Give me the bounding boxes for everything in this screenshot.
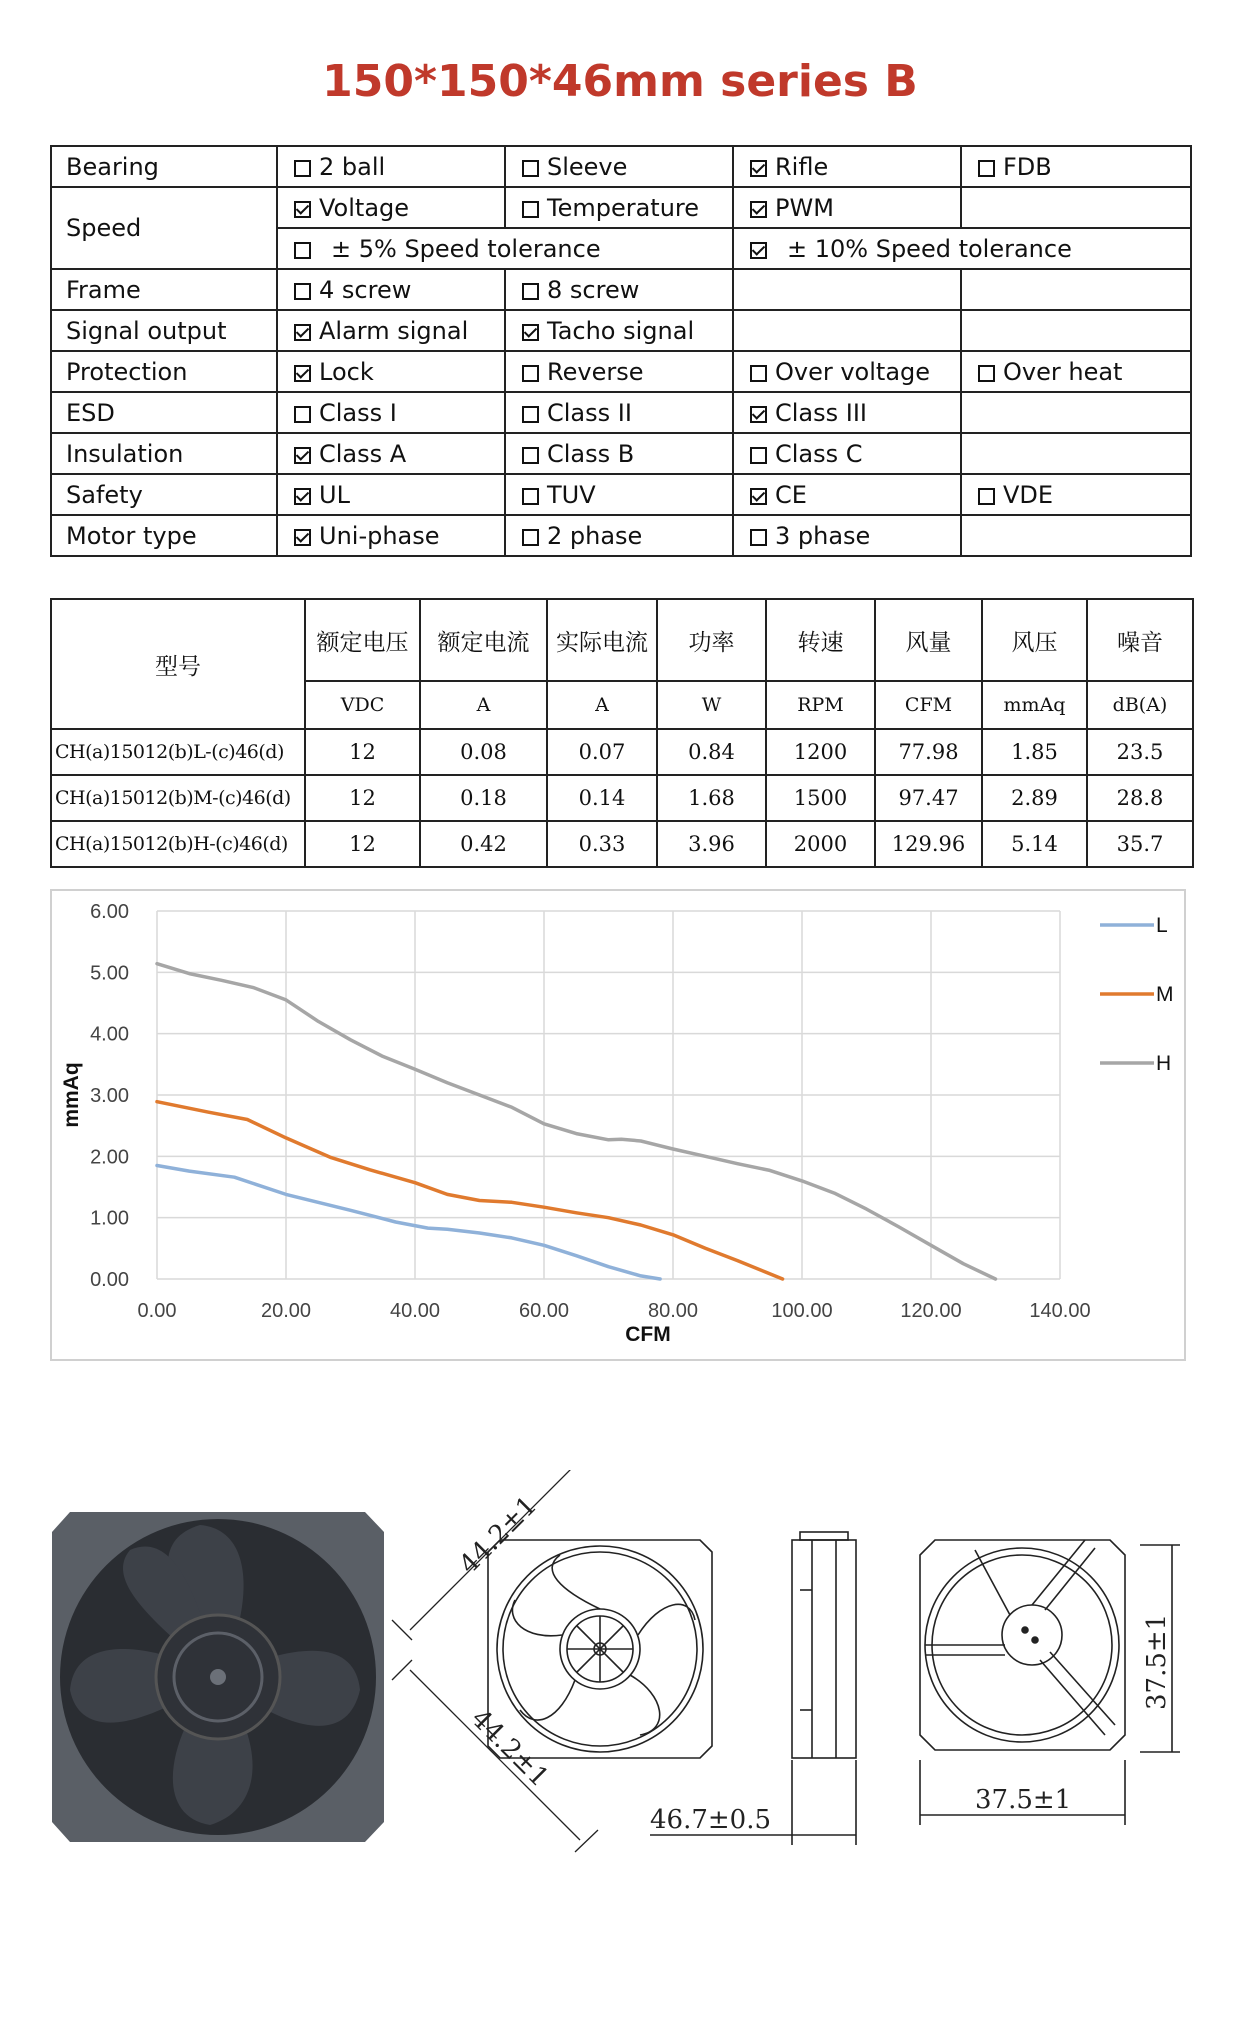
- checkbox-unchecked[interactable]: [978, 488, 995, 505]
- spec-header: 噪音: [1087, 599, 1193, 681]
- option-cell: [961, 392, 1191, 433]
- spec-unit: A: [547, 681, 657, 729]
- option-text: Voltage: [319, 193, 410, 222]
- spec-value: 12: [305, 821, 420, 867]
- checkbox-unchecked[interactable]: [522, 160, 539, 177]
- spec-unit: mmAq: [982, 681, 1087, 729]
- option-text: Alarm signal: [319, 316, 469, 345]
- option-cell: [733, 351, 961, 392]
- option-text: FDB: [1003, 152, 1052, 181]
- option-text: UL: [319, 480, 350, 509]
- option-label: Insulation: [51, 433, 277, 474]
- checkbox-checked[interactable]: [750, 488, 767, 505]
- option-cell: [733, 515, 961, 556]
- spec-value: 1.85: [982, 729, 1087, 775]
- spec-unit: dB(A): [1087, 681, 1193, 729]
- option-cell: [505, 351, 733, 392]
- spec-value: 0.07: [547, 729, 657, 775]
- options-row: [51, 474, 1191, 515]
- y-tick-label: 0.00: [90, 1269, 129, 1291]
- option-cell: [277, 515, 505, 556]
- checkbox-checked[interactable]: [750, 160, 767, 177]
- x-axis-label: CFM: [625, 1323, 671, 1346]
- page-title: 150*150*46mm series B: [322, 56, 918, 107]
- option-text: 8 screw: [547, 275, 640, 304]
- option-cell: [733, 474, 961, 515]
- spec-value: 1.68: [657, 775, 766, 821]
- legend-label-M: M: [1156, 983, 1174, 1006]
- depth-label: 46.7±0.5: [650, 1805, 772, 1835]
- option-cell: [733, 146, 961, 187]
- model-cell: CH(a)15012(b)M-(c)46(d): [51, 775, 305, 821]
- option-text: ± 5% Speed tolerance: [331, 234, 601, 263]
- spec-header: 实际电流: [547, 599, 657, 681]
- legend-label-L: L: [1156, 914, 1168, 937]
- spec-value: 28.8: [1087, 775, 1193, 821]
- diag-bottom-label: 44.2±1: [465, 1703, 555, 1793]
- fan-drawings: [0, 1470, 1240, 1890]
- option-label: Protection: [51, 351, 277, 392]
- diag-top-label: 44.2±1: [453, 1490, 543, 1580]
- checkbox-unchecked[interactable]: [522, 529, 539, 546]
- spec-unit: A: [420, 681, 547, 729]
- options-table: [50, 145, 1192, 557]
- spec-header: 风量: [875, 599, 982, 681]
- option-cell: [277, 187, 505, 228]
- checkbox-unchecked[interactable]: [978, 160, 995, 177]
- option-cell: [961, 433, 1191, 474]
- spec-unit: W: [657, 681, 766, 729]
- checkbox-checked[interactable]: [522, 324, 539, 341]
- checkbox-unchecked[interactable]: [294, 283, 311, 300]
- option-text: 4 screw: [319, 275, 412, 304]
- option-cell: [505, 310, 733, 351]
- x-tick-label: 0.00: [137, 1300, 177, 1322]
- option-cell: [277, 310, 505, 351]
- checkbox-unchecked[interactable]: [294, 406, 311, 423]
- option-text: Class II: [547, 398, 632, 427]
- fan-render: [47, 1510, 387, 1845]
- option-cell: [733, 433, 961, 474]
- option-cell: [277, 351, 505, 392]
- option-cell: [961, 310, 1191, 351]
- option-cell: [277, 269, 505, 310]
- options-row: [51, 269, 1191, 310]
- checkbox-checked[interactable]: [750, 201, 767, 218]
- option-text: Lock: [319, 357, 374, 386]
- spec-value: 97.47: [875, 775, 982, 821]
- option-cell: [505, 146, 733, 187]
- spec-value: 77.98: [875, 729, 982, 775]
- checkbox-unchecked[interactable]: [522, 283, 539, 300]
- spec-header: 额定电压: [305, 599, 420, 681]
- option-label: Motor type: [51, 515, 277, 556]
- spec-unit: CFM: [875, 681, 982, 729]
- option-text: Reverse: [547, 357, 644, 386]
- x-tick-label: 120.00: [900, 1300, 962, 1322]
- option-cell: [961, 187, 1191, 228]
- checkbox-unchecked[interactable]: [750, 365, 767, 382]
- spec-value: 23.5: [1087, 729, 1193, 775]
- checkbox-unchecked[interactable]: [522, 488, 539, 505]
- option-cell: [505, 187, 733, 228]
- y-tick-label: 4.00: [90, 1023, 129, 1046]
- spec-value: 0.14: [547, 775, 657, 821]
- spec-header: 转速: [766, 599, 875, 681]
- checkbox-unchecked[interactable]: [294, 242, 311, 259]
- y-tick-label: 6.00: [90, 901, 129, 923]
- series-line-M: [157, 1102, 783, 1279]
- option-text: ± 10% Speed tolerance: [787, 234, 1072, 263]
- option-text: Temperature: [547, 193, 700, 222]
- y-tick-label: 2.00: [90, 1146, 129, 1169]
- height-label: 37.5±1: [1142, 1613, 1172, 1710]
- option-text: VDE: [1003, 480, 1054, 509]
- spec-value: 2000: [766, 821, 875, 867]
- option-cell: [505, 433, 733, 474]
- spec-unit: RPM: [766, 681, 875, 729]
- x-tick-label: 140.00: [1029, 1300, 1091, 1322]
- option-label: Bearing: [51, 146, 277, 187]
- option-text: Class A: [319, 439, 407, 468]
- option-label: Speed: [51, 187, 277, 269]
- model-cell: CH(a)15012(b)H-(c)46(d): [51, 821, 305, 867]
- spec-value: 5.14: [982, 821, 1087, 867]
- option-text: Tacho signal: [547, 316, 695, 345]
- spec-value: 2.89: [982, 775, 1087, 821]
- checkbox-unchecked[interactable]: [750, 447, 767, 464]
- option-label: Safety: [51, 474, 277, 515]
- options-row: [51, 351, 1191, 392]
- spec-value: 1500: [766, 775, 875, 821]
- spec-unit: VDC: [305, 681, 420, 729]
- option-cell: [733, 228, 1191, 269]
- checkbox-unchecked[interactable]: [978, 365, 995, 382]
- front-line-drawing: [488, 1540, 712, 1758]
- option-cell: [505, 392, 733, 433]
- y-tick-label: 1.00: [90, 1207, 129, 1230]
- options-row: [51, 433, 1191, 474]
- spec-value: 129.96: [875, 821, 982, 867]
- option-label: ESD: [51, 392, 277, 433]
- checkbox-unchecked[interactable]: [522, 406, 539, 423]
- option-cell: [733, 269, 961, 310]
- option-text: Uni-phase: [319, 521, 440, 550]
- option-cell: [277, 392, 505, 433]
- spec-value: 0.42: [420, 821, 547, 867]
- spec-header: 额定电流: [420, 599, 547, 681]
- options-row: [51, 146, 1191, 187]
- option-cell: [961, 474, 1191, 515]
- option-cell: [505, 269, 733, 310]
- option-text: Class B: [547, 439, 635, 468]
- spec-value: 0.18: [420, 775, 547, 821]
- spec-header: 功率: [657, 599, 766, 681]
- model-header: 型号: [51, 599, 305, 729]
- y-tick-label: 3.00: [90, 1085, 129, 1107]
- option-cell: [961, 351, 1191, 392]
- option-cell: [961, 515, 1191, 556]
- option-text: 2 phase: [547, 521, 643, 550]
- spec-value: 0.84: [657, 729, 766, 775]
- option-text: Class C: [775, 439, 863, 468]
- option-text: Over voltage: [775, 357, 931, 386]
- option-text: Rifle: [775, 152, 829, 181]
- series-line-H: [157, 964, 996, 1279]
- table-row: [51, 729, 1193, 775]
- checkbox-unchecked[interactable]: [522, 201, 539, 218]
- option-cell: [961, 269, 1191, 310]
- checkbox-checked[interactable]: [294, 529, 311, 546]
- checkbox-checked[interactable]: [294, 365, 311, 382]
- options-row: [51, 515, 1191, 556]
- y-tick-label: 5.00: [90, 962, 129, 985]
- spec-value: 12: [305, 775, 420, 821]
- checkbox-unchecked[interactable]: [750, 529, 767, 546]
- option-cell: [277, 228, 733, 269]
- spec-value: 0.08: [420, 729, 547, 775]
- checkbox-checked[interactable]: [294, 488, 311, 505]
- option-cell: [961, 146, 1191, 187]
- checkbox-checked[interactable]: [294, 447, 311, 464]
- option-text: TUV: [547, 480, 596, 509]
- option-cell: [277, 474, 505, 515]
- option-text: 2 ball: [319, 152, 386, 181]
- x-tick-label: 80.00: [647, 1300, 699, 1322]
- x-tick-label: 40.00: [389, 1300, 441, 1322]
- x-tick-label: 60.00: [518, 1300, 570, 1322]
- option-label: Signal output: [51, 310, 277, 351]
- spec-header: 风压: [982, 599, 1087, 681]
- option-cell: [277, 146, 505, 187]
- back-line-drawing: [920, 1540, 1180, 1825]
- spec-value: 3.96: [657, 821, 766, 867]
- x-tick-label: 100.00: [771, 1300, 833, 1322]
- option-text: 3 phase: [775, 521, 871, 550]
- checkbox-checked[interactable]: [750, 242, 767, 259]
- option-text: Class I: [319, 398, 397, 427]
- option-text: PWM: [775, 193, 834, 222]
- spec-value: 12: [305, 729, 420, 775]
- option-cell: [733, 392, 961, 433]
- legend-label-H: H: [1156, 1052, 1172, 1075]
- table-row: [51, 821, 1193, 867]
- options-row: [51, 310, 1191, 351]
- option-text: Class III: [775, 398, 868, 427]
- option-cell: [505, 474, 733, 515]
- option-cell: [505, 515, 733, 556]
- width-label: 37.5±1: [975, 1785, 1072, 1815]
- checkbox-unchecked[interactable]: [294, 160, 311, 177]
- checkbox-unchecked[interactable]: [522, 447, 539, 464]
- spec-value: 0.33: [547, 821, 657, 867]
- option-text: Sleeve: [547, 152, 628, 181]
- option-label: Frame: [51, 269, 277, 310]
- checkbox-checked[interactable]: [750, 406, 767, 423]
- option-cell: [733, 187, 961, 228]
- checkbox-checked[interactable]: [294, 201, 311, 218]
- spec-header-row: [51, 599, 1193, 681]
- spec-table: [50, 598, 1194, 868]
- spec-value: 35.7: [1087, 821, 1193, 867]
- x-tick-label: 20.00: [260, 1300, 312, 1322]
- option-text: CE: [775, 480, 807, 509]
- checkbox-unchecked[interactable]: [522, 365, 539, 382]
- option-cell: [277, 433, 505, 474]
- options-row: [51, 187, 1191, 228]
- pq-curve-chart: [50, 889, 1186, 1361]
- side-line-drawing: [650, 1532, 856, 1845]
- table-row: [51, 775, 1193, 821]
- option-text: Over heat: [1003, 357, 1123, 386]
- y-axis-label: mmAq: [60, 1062, 83, 1128]
- model-cell: CH(a)15012(b)L-(c)46(d): [51, 729, 305, 775]
- options-row: [51, 392, 1191, 433]
- spec-value: 1200: [766, 729, 875, 775]
- option-cell: [733, 310, 961, 351]
- checkbox-checked[interactable]: [294, 324, 311, 341]
